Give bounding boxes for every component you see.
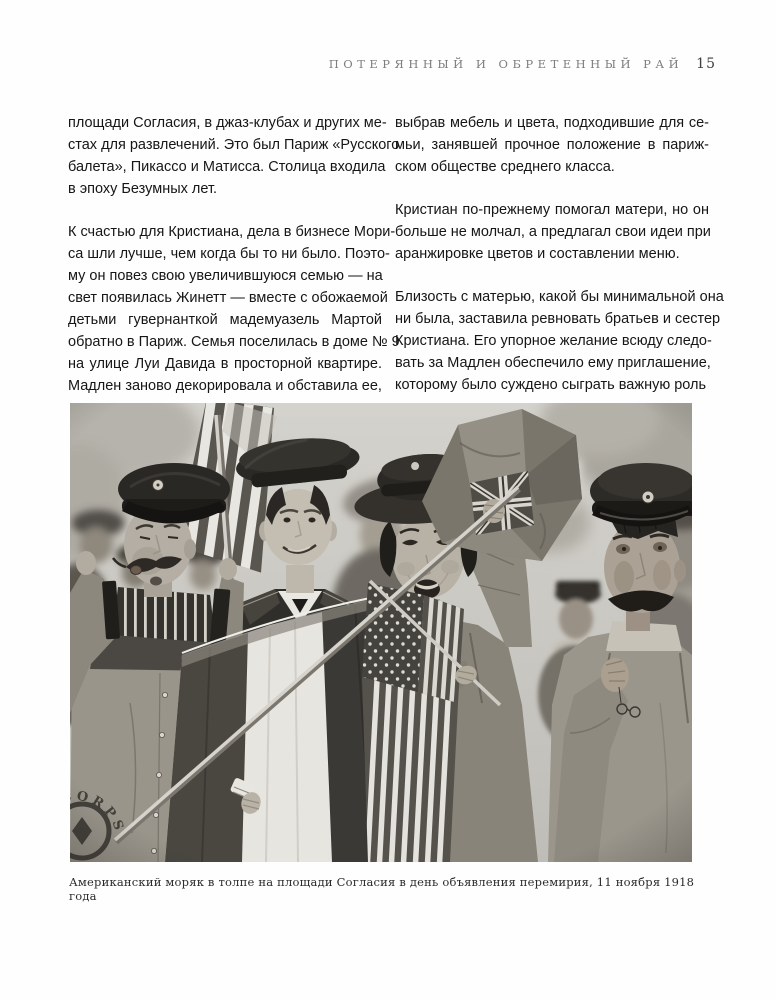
paragraph [395,286,724,396]
text-line: на улице Луи Давида в просторной квартире. [68,356,382,372]
text-line: К счастью для Кристиана, дела в бизнесе Мори- [68,224,396,240]
text-line: площади Согласия, в джаз-клубах и других ме- [68,115,387,131]
photo-vignette [70,403,692,862]
text-line: ни была, заставила ревновать братьев и сестер [395,311,721,327]
photo-caption: Американский моряк в толпе на площади Согласия в день объявления перемирия, 11 ноября 1918 года [69,875,695,903]
text-line: Кристиан по-прежнему помогал матери, но он [395,202,709,218]
text-line: в эпоху Безумных лет. [68,181,218,197]
running-head [329,56,716,72]
paragraph [395,199,709,265]
text-line: Близость с матерью, какой бы минимальной она [395,289,724,305]
paragraph [68,112,400,200]
text-line: Кристиана. Его упорное желание всюду следо- [395,333,712,349]
text-line: балета», Пикассо и Матисса. Столица входила [68,159,386,175]
page-number: 15 [696,56,716,72]
text-line: выбрав мебель и цвета, подходившие для се- [395,115,709,131]
text-line: мьи, занявшей прочное положение в париж- [395,137,709,153]
body-text [68,112,724,418]
text-line: детьми гувернанткой мадемуазель Мартой [68,312,382,328]
running-head-title: ПОТЕРЯННЫЙ И ОБРЕТЕННЫЙ РАЙ [328,57,684,71]
text-line: свет появилась Жинетт — вместе с обожаемой [68,290,388,306]
text-column-left [68,112,400,418]
text-line: му он повез свою увеличившуюся семью — на [68,268,383,284]
paragraph [395,112,709,178]
text-line: больше не молчал, а предлагал свои идеи при [395,224,711,240]
text-line: обратно в Париж. Семья поселилась в доме № 9 [68,334,400,350]
text-line: стах для развлечений. Это был Париж «Русского [68,137,400,153]
text-line: ском обществе среднего класса. [395,159,615,175]
text-line: аранжировке цветов и составлении меню. [395,246,680,262]
text-line: вать за Мадлен обеспечило ему приглашение, [395,355,711,371]
armistice-photo-svg [70,403,692,862]
armistice-photo [70,403,692,862]
text-line: Мадлен заново декорировала и обставила ее, [68,378,382,394]
paragraph [68,221,400,397]
text-column-right [395,112,724,418]
text-line: са шли лучше, чем когда бы то ни было. Поэто- [68,246,390,262]
text-line: которому было суждено сыграть важную роль [395,377,707,393]
